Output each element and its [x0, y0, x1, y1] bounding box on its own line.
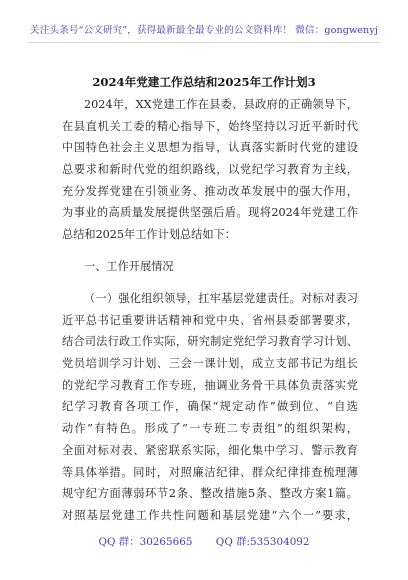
footer	[0, 533, 408, 548]
paragraph-line: 2024年，XX党建工作在县委、县政府的正确领导下，	[84, 98, 358, 111]
paragraph-line: 对照基层党建工作共性问题和基层党建“六个一”要求，	[62, 508, 358, 522]
paragraph-line: 纪学习教育各项工作，确保“规定动作”做到位、“自选	[62, 400, 358, 414]
paragraph-line: （一）强化组织领导，扛牢基层党建责任。对标对表习	[84, 292, 358, 305]
section-paragraph	[62, 288, 358, 527]
document-title: 2024年党建工作总结和2025年工作计划3	[92, 75, 316, 89]
footer-qq-group-2: QQ 群:535304092	[215, 536, 310, 548]
paragraph-line: 中国特色社会主义思想为指导，认真落实新时代党的建设	[62, 141, 358, 155]
paragraph-line: 动作”有特色。形成了“一专班二专责组”的组织架构，	[62, 422, 358, 436]
paragraph-line: 的党纪学习教育工作专班，抽调业务骨干具体负责落实党	[62, 378, 358, 392]
paragraph-line: 党员培训学习计划、三会一课计划，成立支部书记为组长	[62, 357, 358, 371]
paragraph-line: 总要求和新时代党的组织路线，以党纪学习教育为主线，	[62, 163, 358, 177]
intro-paragraph	[62, 94, 358, 246]
paragraph-line: 为事业的高质量发展提供坚强后盾。现将2024年党建工作	[62, 206, 358, 220]
paragraph-line: 近平总书记重要讲话精神和党中央、省州县委部署要求，	[62, 313, 358, 327]
header-banner: 关注头条号“公文研究”，获得最新最全最专业的公文资料库！ 微信：gongwenyj	[30, 25, 378, 36]
paragraph-line: 总结和2025年工作计划总结如下：	[62, 228, 236, 242]
paragraph-line: 全面对标对表、紧密联系实际，细化集中学习、警示教育	[62, 443, 358, 457]
paragraph-line: 等具体举措。同时，对照廉洁纪律、群众纪律排查梳理薄	[62, 465, 358, 479]
paragraph-line: 规守纪方面薄弱环节2条、整改措施5条、整改方案1篇。	[62, 487, 358, 501]
paragraph-line: 充分发挥党建在引领业务、推动改革发展中的强大作用，	[62, 184, 358, 198]
header-divider	[28, 42, 380, 43]
paragraph-line: 结合司法行政工作实际，研究制定党纪学习教育学习计划、	[62, 335, 358, 349]
footer-qq-group-1: QQ 群：30265665	[98, 536, 193, 548]
section-heading: 一、工作开展情况	[84, 260, 174, 273]
paragraph-line: 在县直机关工委的精心指导下，始终坚持以习近平新时代	[62, 119, 358, 133]
